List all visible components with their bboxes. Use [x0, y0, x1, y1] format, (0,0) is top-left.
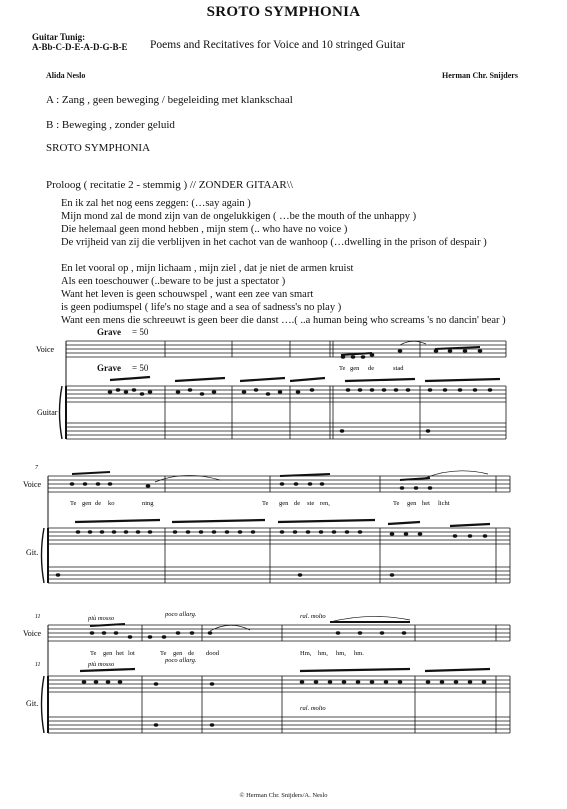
lyric-syllable: Hm, [300, 650, 312, 657]
lyric-syllable: gen [279, 500, 289, 507]
lyric-syllable: gen [173, 650, 183, 657]
lyric-syllable: stad [393, 365, 404, 372]
tempo-voice: Grave [97, 327, 121, 337]
lyric-syllable: lot [128, 650, 135, 657]
guitar-treble-staff [66, 386, 506, 402]
poem-line: En let vooral op , mijn lichaam , mijn ziel , dat je niet de armen kruist [61, 263, 354, 274]
lyricist-name: Alida Neslo [46, 71, 86, 80]
page-title: SROTO SYMPHONIA [206, 4, 361, 20]
section-title: SROTO SYMPHONIA [46, 142, 151, 154]
lyric-syllable: gen [350, 365, 360, 372]
lyric-syllable: Te [262, 500, 269, 507]
tuning-notes: A-Bb-C-D-E-A-D-G-B-E [32, 42, 128, 52]
poem-line: Mijn mond zal de mond zijn van de ongelukkigen ( …be the mouth of the unhappy ) [61, 211, 417, 222]
performance-note-a: A : Zang , geen beweging / begeleiding met klankschaal [46, 94, 293, 106]
poem-line: Want het leven is geen schouwspel , want een zee van smart [61, 289, 314, 300]
prolog-heading: Proloog ( recitatie 2 - stemmig ) // ZONDER GITAAR\\ [46, 179, 293, 191]
expression-mark: più mosso [88, 661, 115, 668]
lyric-syllable: ste [307, 500, 315, 507]
poem-line: is geen podiumspel ( life's no stage and a sea of sadness's no play ) [61, 302, 342, 313]
poem-line: De vrijheid van zij die verblijven in het cachot van de wanhoop (…dwelling in the prison of despair ) [61, 237, 487, 248]
lyric-syllable: het [116, 650, 124, 657]
poem-line: Want een mens die schreeuwt is geen beer die danst ….( ..a human being who screams 's no dancin' bear ) [61, 315, 506, 326]
lyric-syllable: Te [90, 650, 97, 657]
lyric-syllable: licht [438, 500, 450, 507]
lyrics-system-1 [339, 365, 404, 372]
tuning-label: Guitar Tunig: [32, 32, 86, 42]
lyric-syllable: hm, [336, 650, 346, 657]
measure-number: 7 [35, 465, 38, 471]
staff-label-guitar: Git. [26, 699, 39, 708]
lyric-syllable: hm, [318, 650, 328, 657]
lyric-syllable: Te [160, 650, 167, 657]
tempo-mark-voice: = 50 [132, 327, 149, 337]
staff-label-voice: Voice [23, 480, 42, 489]
score-system-3 [42, 616, 511, 733]
lyric-syllable: Te [70, 500, 77, 507]
subtitle: Poems and Recitatives for Voice and 10 stringed Guitar [150, 39, 406, 51]
lyric-syllable: de [95, 500, 102, 507]
lyric-syllable: ko [108, 500, 115, 507]
staff-label-voice: Voice [36, 345, 55, 354]
expression-mark: poco allarg. [165, 611, 197, 618]
staff-label-guitar: Guitar [37, 408, 58, 417]
lyric-syllable: Te [393, 500, 400, 507]
copyright-footer: © Herman Chr. Snijders/A. Neslo [239, 792, 328, 799]
tempo-mark-guitar: = 50 [132, 363, 149, 373]
expression-mark: più mosso [88, 615, 115, 622]
staff-label-guitar: Git. [26, 548, 39, 557]
lyric-syllable: gen [407, 500, 417, 507]
lyric-syllable: ren, [320, 500, 330, 507]
poem-line: En ik zal het nog eens zeggen: (…say again ) [61, 198, 251, 209]
lyric-syllable: dood [206, 650, 219, 657]
guitar-bass-staff [66, 423, 506, 439]
lyric-syllable: Te [339, 365, 346, 372]
lyric-syllable: ning [142, 500, 154, 507]
lyric-syllable: gen [103, 650, 113, 657]
expression-mark: ral. molto [300, 613, 326, 620]
lyric-syllable: het [422, 500, 430, 507]
lyric-syllable: hm. [354, 650, 364, 657]
performance-note-b: B : Beweging , zonder geluid [46, 119, 175, 131]
poem-line: Die helemaal geen mond hebben , mijn stem (.. who have no voice ) [61, 224, 348, 235]
tempo-guitar: Grave [97, 363, 121, 373]
measure-number: 11 [35, 662, 41, 668]
lyrics-system-3 [90, 650, 364, 657]
score-system-1 [60, 341, 507, 439]
lyric-syllable: de [294, 500, 301, 507]
lyric-syllable: gen [82, 500, 92, 507]
lyrics-system-2 [70, 500, 450, 507]
measure-number: 11 [35, 614, 41, 620]
composer-name: Herman Chr. Snijders [442, 71, 518, 80]
score-system-2 [42, 471, 511, 583]
poem-line: Als een toeschouwer (..beware to be just a spectator ) [61, 276, 286, 287]
staff-label-voice: Voice [23, 629, 42, 638]
lyric-syllable: de [368, 365, 375, 372]
lyric-syllable: de [188, 650, 195, 657]
expression-mark: ral. molto [300, 705, 326, 712]
expression-mark: poco allarg. [165, 657, 197, 664]
system-2-noteheads [56, 482, 488, 576]
